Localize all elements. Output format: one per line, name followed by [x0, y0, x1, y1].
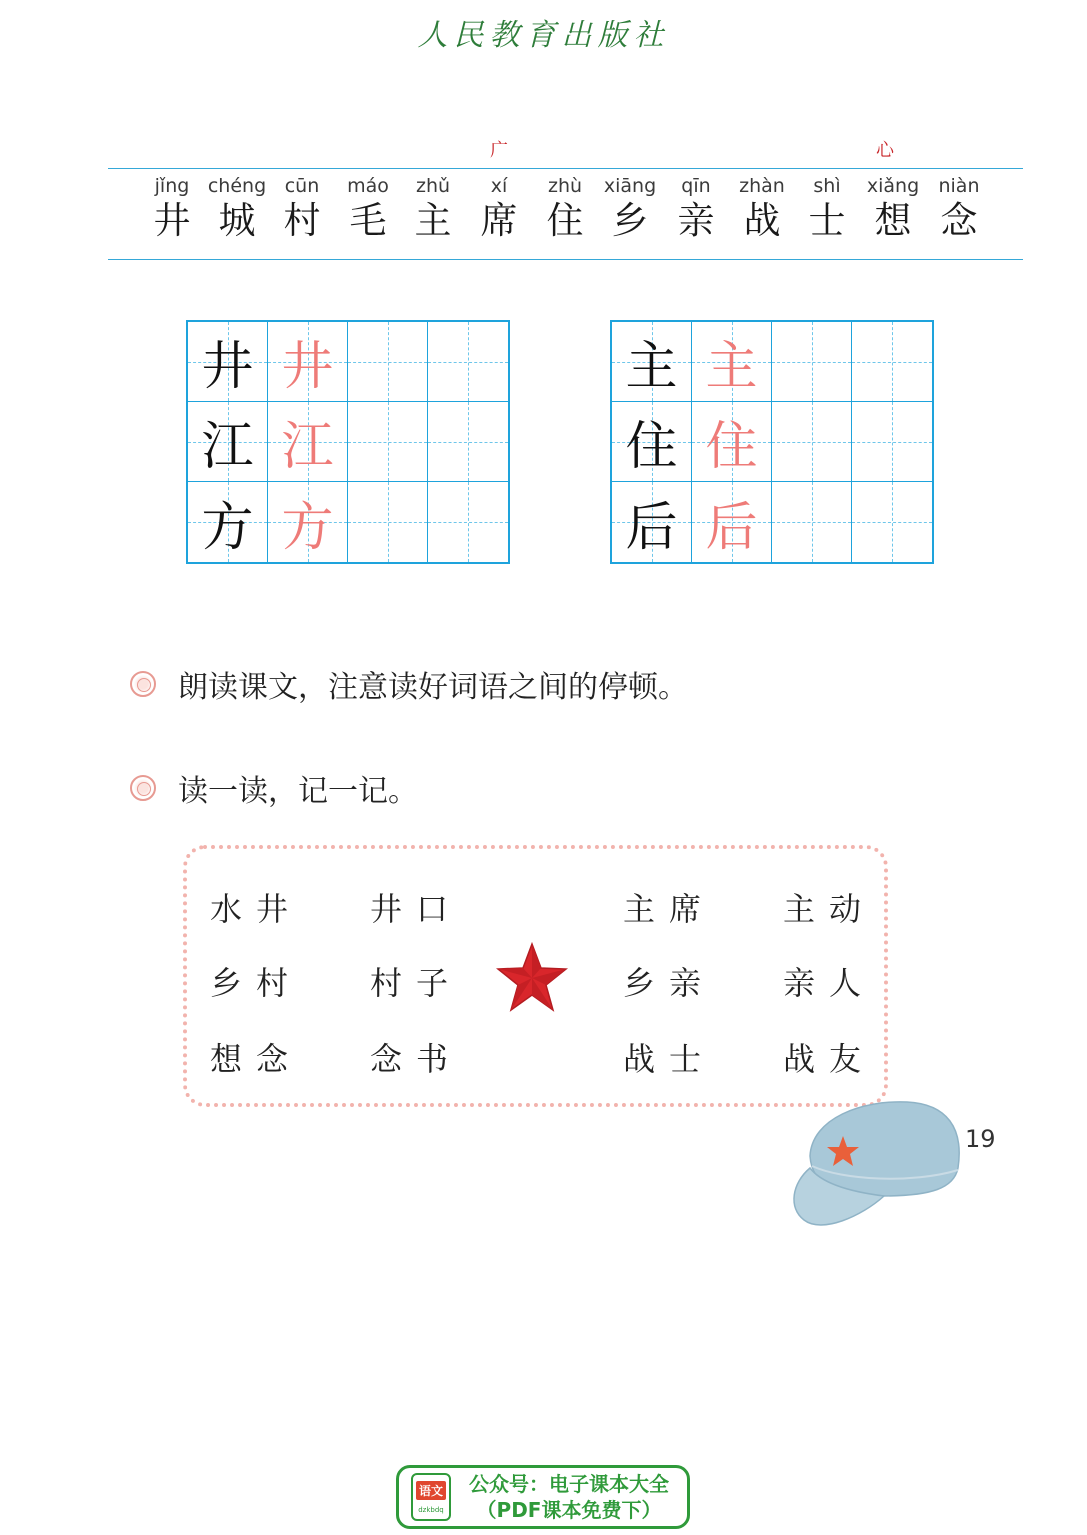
word: 主席: [623, 890, 716, 928]
pinyin: jǐng: [154, 175, 190, 197]
char-item: [661, 175, 731, 243]
pinyin: qīn: [681, 175, 711, 197]
model-char: 主: [625, 337, 678, 397]
grid-cell: [612, 402, 692, 482]
char-item: [924, 175, 994, 243]
badge-text: [451, 1471, 687, 1523]
hanzi: 亲: [677, 199, 715, 242]
word: 主动: [783, 890, 876, 928]
char-item: [792, 175, 862, 243]
task-bullet-icon: [130, 671, 156, 697]
grid-cell: [612, 482, 692, 562]
hanzi: 战: [743, 199, 781, 242]
grid-cell: [692, 482, 772, 562]
char-item: [398, 175, 468, 243]
watermark-badge: [396, 1465, 690, 1529]
word: 井口: [370, 890, 463, 928]
word: 村子: [370, 964, 463, 1002]
pinyin: cūn: [284, 175, 320, 197]
task-text: 读一读，记一记。: [178, 774, 418, 809]
grid-cell: [692, 322, 772, 402]
grid-cell-empty[interactable]: [772, 482, 852, 562]
hanzi: 主: [414, 199, 452, 242]
word: 想念: [210, 1040, 303, 1078]
trace-char: 井: [281, 337, 334, 397]
grid-cell: [268, 322, 348, 402]
char-item: [727, 175, 797, 243]
grid-cell-empty[interactable]: [852, 402, 932, 482]
grid-cell-empty[interactable]: [348, 402, 428, 482]
word: 念书: [370, 1040, 463, 1078]
word: 乡村: [210, 964, 303, 1002]
pinyin: xiāng: [603, 175, 657, 197]
army-cap-icon: [782, 1088, 972, 1238]
hanzi: 井: [153, 199, 191, 242]
grid-cell-empty[interactable]: [348, 322, 428, 402]
model-char: 方: [201, 497, 254, 558]
hanzi: 席: [480, 199, 518, 242]
model-char: 江: [201, 417, 254, 477]
grid-cell: [268, 482, 348, 562]
badge-line2: （PDF课本免费下）: [476, 1498, 662, 1522]
char-item: [137, 175, 207, 243]
trace-char: 江: [281, 417, 334, 477]
radical-xin: 心: [876, 140, 894, 161]
grid-cell-empty[interactable]: [852, 482, 932, 562]
book-icon: [411, 1473, 451, 1521]
pinyin: chéng: [207, 175, 267, 197]
task-read-remember: [130, 766, 418, 810]
grid-cell-empty[interactable]: [852, 322, 932, 402]
hanzi: 住: [546, 199, 584, 242]
pinyin: xiǎng: [866, 175, 920, 197]
grid-cell: [268, 402, 348, 482]
char-item: [464, 175, 534, 243]
char-item: [858, 175, 928, 243]
hanzi: 城: [218, 199, 256, 242]
grid-cell-empty[interactable]: [348, 482, 428, 562]
hanzi: 想: [874, 199, 912, 242]
model-char: 后: [625, 497, 678, 558]
top-rule: [108, 168, 1023, 169]
pinyin: xí: [490, 175, 508, 197]
grid-cell: [188, 482, 268, 562]
grid-cell: [188, 402, 268, 482]
hanzi: 毛: [349, 199, 387, 242]
model-char: 井: [201, 337, 254, 397]
pinyin: máo: [347, 175, 389, 197]
pinyin: zhù: [547, 175, 583, 197]
task-read-aloud: [130, 662, 688, 706]
word: 水井: [210, 890, 303, 928]
hanzi: 士: [808, 199, 846, 242]
word: 乡亲: [623, 964, 716, 1002]
hanzi: 村: [283, 199, 321, 242]
word: 战士: [623, 1040, 716, 1078]
radical-guang: 广: [490, 140, 508, 161]
pinyin: shì: [813, 175, 841, 197]
writing-grid-right: [610, 320, 934, 564]
model-char: 住: [625, 417, 678, 477]
char-item: [530, 175, 600, 243]
writing-grid-left: [186, 320, 510, 564]
book-icon-label: 语文: [416, 1481, 446, 1500]
pinyin: niàn: [938, 175, 980, 197]
grid-cell: [692, 402, 772, 482]
trace-char: 住: [705, 417, 758, 477]
badge-line1: 公众号：电子课本大全: [469, 1472, 669, 1496]
pinyin: zhàn: [739, 175, 785, 197]
char-item: [267, 175, 337, 243]
hanzi: 念: [940, 199, 978, 242]
grid-cell-empty[interactable]: [428, 322, 508, 402]
publisher-logo: 人民教育出版社: [417, 18, 670, 53]
task-text: 朗读课文，注意读好词语之间的停顿。: [178, 670, 688, 705]
word: 亲人: [783, 964, 876, 1002]
grid-cell-empty[interactable]: [772, 402, 852, 482]
red-star-icon: [496, 942, 568, 1012]
char-item: [202, 175, 272, 243]
pinyin: zhǔ: [415, 175, 451, 197]
task-bullet-icon: [130, 775, 156, 801]
page-number: 19: [965, 1125, 996, 1153]
hanzi: 乡: [611, 199, 649, 242]
trace-char: 方: [281, 497, 334, 558]
grid-cell: [612, 322, 692, 402]
grid-cell-empty[interactable]: [772, 322, 852, 402]
char-item: [333, 175, 403, 243]
trace-char: 后: [705, 497, 758, 558]
word: 战友: [783, 1040, 876, 1078]
bottom-rule: [108, 259, 1023, 260]
trace-char: 主: [705, 337, 758, 397]
grid-cell-empty[interactable]: [428, 482, 508, 562]
grid-cell-empty[interactable]: [428, 402, 508, 482]
grid-cell: [188, 322, 268, 402]
book-icon-sub: dzkbdq: [418, 1505, 444, 1514]
char-item: [595, 175, 665, 243]
